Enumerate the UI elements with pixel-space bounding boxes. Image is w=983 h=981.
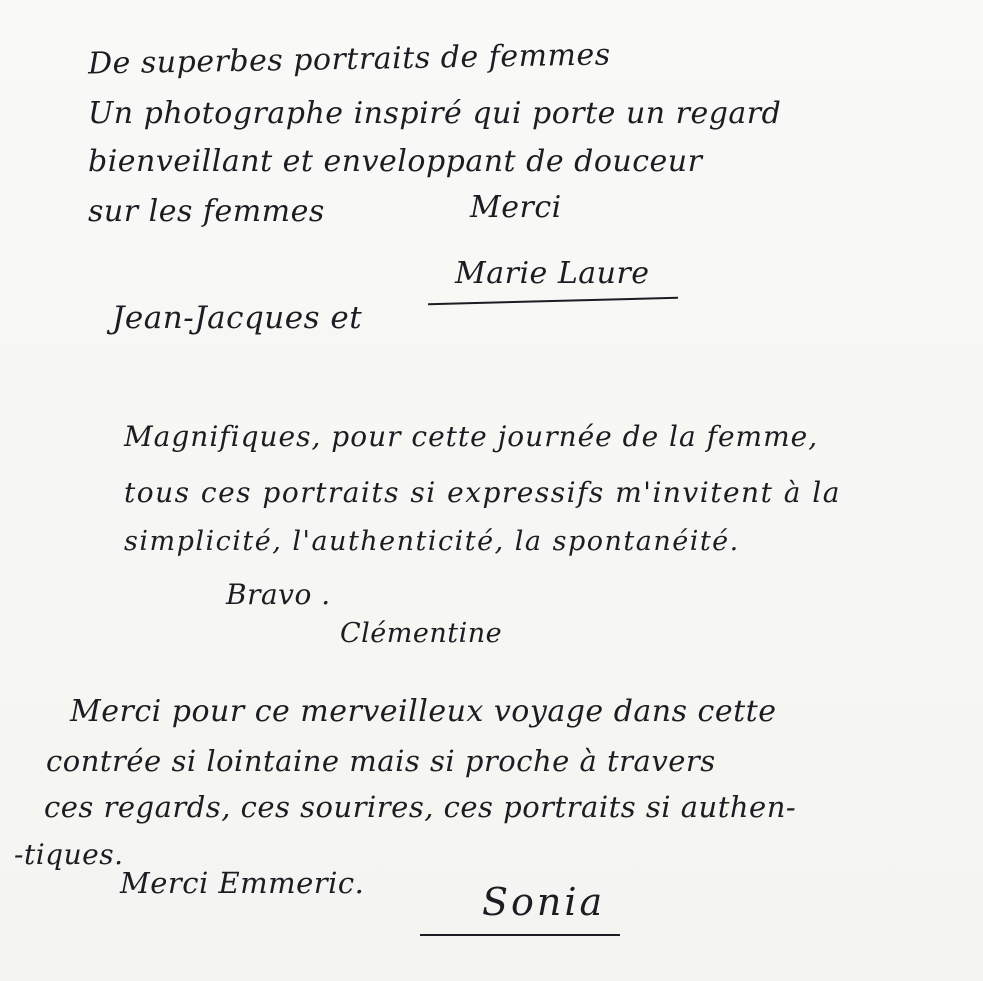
message1-signature-jean-jacques: Jean-Jacques et bbox=[112, 300, 363, 336]
message2-bravo: Bravo . bbox=[226, 578, 331, 611]
message1-line-4: sur les femmes bbox=[88, 194, 325, 229]
message1-thanks: Merci bbox=[470, 190, 562, 225]
message3-signature: Sonia bbox=[482, 880, 606, 924]
message2-line-2: tous ces portraits si expressifs m'invitent à la bbox=[124, 476, 841, 509]
message2-line-1: Magnifiques, pour cette journée de la femme, bbox=[124, 420, 819, 453]
signature-underline bbox=[428, 297, 678, 306]
message2-line-3: simplicité, l'authenticité, la spontanéité. bbox=[124, 526, 740, 557]
message3-thanks: Merci Emmeric. bbox=[120, 866, 365, 900]
message1-line-3: bienveillant et enveloppant de douceur bbox=[88, 144, 703, 179]
message3-line-2: contrée si lointaine mais si proche à travers bbox=[46, 744, 716, 778]
message3-line-4: -tiques. bbox=[14, 838, 124, 871]
message3-line-3: ces regards, ces sourires, ces portraits si authen- bbox=[44, 790, 797, 824]
signature-underline bbox=[420, 934, 620, 936]
message1-signature-marie-laure: Marie Laure bbox=[455, 256, 650, 291]
message1-line-2: Un photographe inspiré qui porte un regard bbox=[88, 96, 782, 131]
message1-line-1: De superbes portraits de femmes bbox=[87, 37, 611, 82]
message3-line-1: Merci pour ce merveilleux voyage dans cette bbox=[70, 694, 777, 729]
message2-signature: Clémentine bbox=[340, 618, 503, 649]
